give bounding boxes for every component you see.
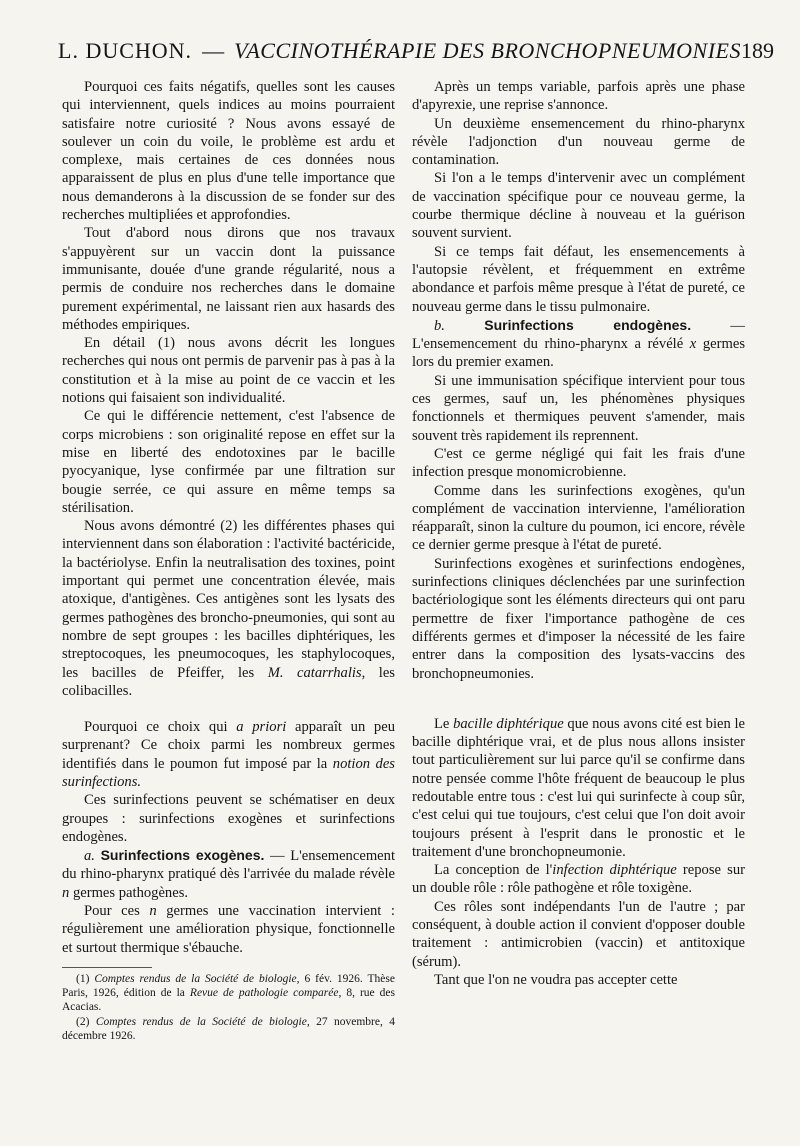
paragraph: Pourquoi ces faits négatifs, quelles sont les causes qui interviennent, quels indices au moins pourraient satisfaire notre curiosité ? Nous avons essayé de soulever un coin du voile, le problème est ardu et complexe, mais certaines de ces données nous apparaissent de plus en plus d'une telle importance que nous demanderons à la discussion de se fonder sur des recherches multipliées et approfondies. <box>62 79 395 224</box>
paragraph: Ces surinfections peuvent se schématiser en deux groupes : surinfections exogènes et surinfections endogènes. <box>62 792 395 845</box>
section-label: a. <box>84 848 95 865</box>
running-author: L. DUCHON. <box>58 38 193 63</box>
running-header <box>58 38 774 74</box>
footnote-rule <box>62 967 152 968</box>
paragraph: Ce qui le différencie nettement, c'est l'absence de corps microbiens : son originalité repose en effet sur la mise en liberté des endotoxines par le bacille pyocyanique, lyse confirmée par une filtration sur bougie serrée, ce qui assure en même temps sa stérilisation. <box>62 408 395 516</box>
italic-term: M. catarrhalis <box>267 664 362 681</box>
section-label: b. <box>434 317 445 334</box>
paragraph: Si une immunisation spécifique intervient pour tous ces germes, sauf un, les phénomènes physiques fonctionnels et thermiques peuvent s'amender, mais souvent très rapidement ils reprennent. <box>412 372 745 444</box>
paragraph: Nous avons démontré (2) les différentes phases qui interviennent dans son élaboration : l'activité bactéricide, la bactériolyse. Enfin la neutralisation des toxines, point important qui permet une concentration élevée, mais atoxique, d'antigènes. Ces antigènes sont les lysats des germes pathogènes des broncho-pneumonies, qui sont au nombre de sept groupes : les bacilles diphtériques, les streptocoques, les pneumocoques, les staphylocoques, les bacilles de Pfeiffer, les M. catarrhalis, les colibacilles. <box>62 518 395 699</box>
right-column <box>412 78 745 989</box>
section-paragraph: a. Surinfections exogènes. — L'ensemencement du rhino-pharynx pratiqué dès l'arrivée du malade révèle n germes pathogènes. <box>62 847 395 901</box>
paragraph: Le bacille diphtérique que nous avons cité est bien le bacille diphtérique vrai, et de plus nous allons insister tout particulièrement sur lui parce qu'il se confirme dans notre pensée comme l'hôte fréquent de beaucoup le plus redoutable entre tous : c'est lui qui surinfecte à coup sûr, c'est celui qui tue toujours, c'est celui que l'on doit avoir toujours présent à l'esprit dans le pronostic et le traitement d'une bronchopneumonie. <box>412 715 745 860</box>
italic-term: x <box>689 336 697 353</box>
footnote-2: (2) Comptes rendus de la Société de biologie, 27 novembre, 4 décembre 1926. <box>62 1015 395 1042</box>
italic-term: notion des surinfections. <box>62 755 395 790</box>
paragraph: Si ce temps fait défaut, les ensemencements à l'autopsie révèlent, et fréquemment en extrême abondance et parfois même presque à l'état de pureté, ce nouveau germe dans le tissu pulmonaire. <box>412 243 745 315</box>
italic-term: n <box>149 903 157 920</box>
paragraph: Tout d'abord nous dirons que nos travaux s'appuyèrent sur un vaccin dont la puissance immunisante, douée d'une grande régularité, nous a permis de conduire nos recherches dans le domaine purement expérimental, ne laissant rien aux hasards des méthodes empiriques. <box>62 225 395 333</box>
section-paragraph: b. Surinfections endogènes. — L'ensemencement du rhino-pharynx a révélé x germes lors du premier examen. <box>412 316 746 371</box>
paragraph: C'est ce germe négligé qui fait les frais d'une infection presque monomicrobienne. <box>412 445 745 481</box>
page-number: 189 <box>741 38 774 63</box>
running-title: VACCINOTHÉRAPIE DES BRONCHOPNEUMONIES <box>234 38 741 63</box>
left-column <box>62 78 395 1043</box>
paragraph: En détail (1) nous avons décrit les longues recherches qui nous ont permis de parvenir pas à pas à la constitution et à la mise au point de ce vaccin et les notions qui faisaient son individualité. <box>62 335 395 407</box>
running-dash: — <box>202 38 225 63</box>
paragraph: Comme dans les surinfections exogènes, qu'un complément de vaccination intervienne, l'amélioration réapparaît, sinon la culture du poumon, ici encore, révèle ce dernier germe presque à l'état de pureté. <box>412 482 745 554</box>
footnote-1: (1) Comptes rendus de la Société de biologie, 6 fév. 1926. Thèse Paris, 1926, édition de la Revue de pathologie comparée, 8, rue des Acacias. <box>62 972 396 1013</box>
section-heading: Surinfections endogènes. <box>484 316 692 333</box>
paragraph: Surinfections exogènes et surinfections endogènes, surinfections cliniques déclenchées par une surinfection bactériologique sont les éléments directeurs qui ont paru permettre de fixer l'importance pathogène de ces différents germes et d'imposer la nécessité de les faire entrer dans la composition des lysats-vaccins des bronchopneumonies. <box>412 555 745 682</box>
paragraph: Après un temps variable, parfois après une phase d'apyrexie, une reprise s'annonce. <box>412 79 745 114</box>
paragraph: Pourquoi ce choix qui a priori apparaît un peu surprenant? Ce choix parmi les nombreux germes identifiés dans le poumon fut imposé par la notion des surinfections. <box>62 719 396 790</box>
paragraph: Si l'on a le temps d'intervenir avec un complément de vaccination spécifique pour ce nouveau germe, la courbe thermique décline à nouveau et la guérison souvent survient. <box>412 170 745 242</box>
italic-term: a priori <box>236 719 287 736</box>
paragraph: La conception de l'infection diphtérique repose sur un double rôle : rôle pathogène et rôle toxigène. <box>412 862 745 897</box>
paragraph: Ces rôles sont indépendants l'un de l'autre ; par conséquent, à double action il convient d'opposer double traitement : antimicrobien (vaccin) et antitoxique (sérum). <box>412 898 745 970</box>
italic-term: bacille diphtérique <box>453 715 564 732</box>
paragraph: Tant que l'on ne voudra pas accepter cette <box>434 971 678 988</box>
paragraph: Un deuxième ensemencement du rhino-pharynx révèle l'adjonction d'un nouveau germe de contamination. <box>412 115 745 169</box>
italic-term: infection diphtérique <box>552 862 677 879</box>
italic-term: n <box>62 884 70 901</box>
paragraph: Pour ces n germes une vaccination intervient : régulièrement une amélioration physique, fonctionnelle et surtout thermique s'ébauche. <box>62 903 395 956</box>
section-heading: Surinfections exogènes. <box>100 847 265 864</box>
